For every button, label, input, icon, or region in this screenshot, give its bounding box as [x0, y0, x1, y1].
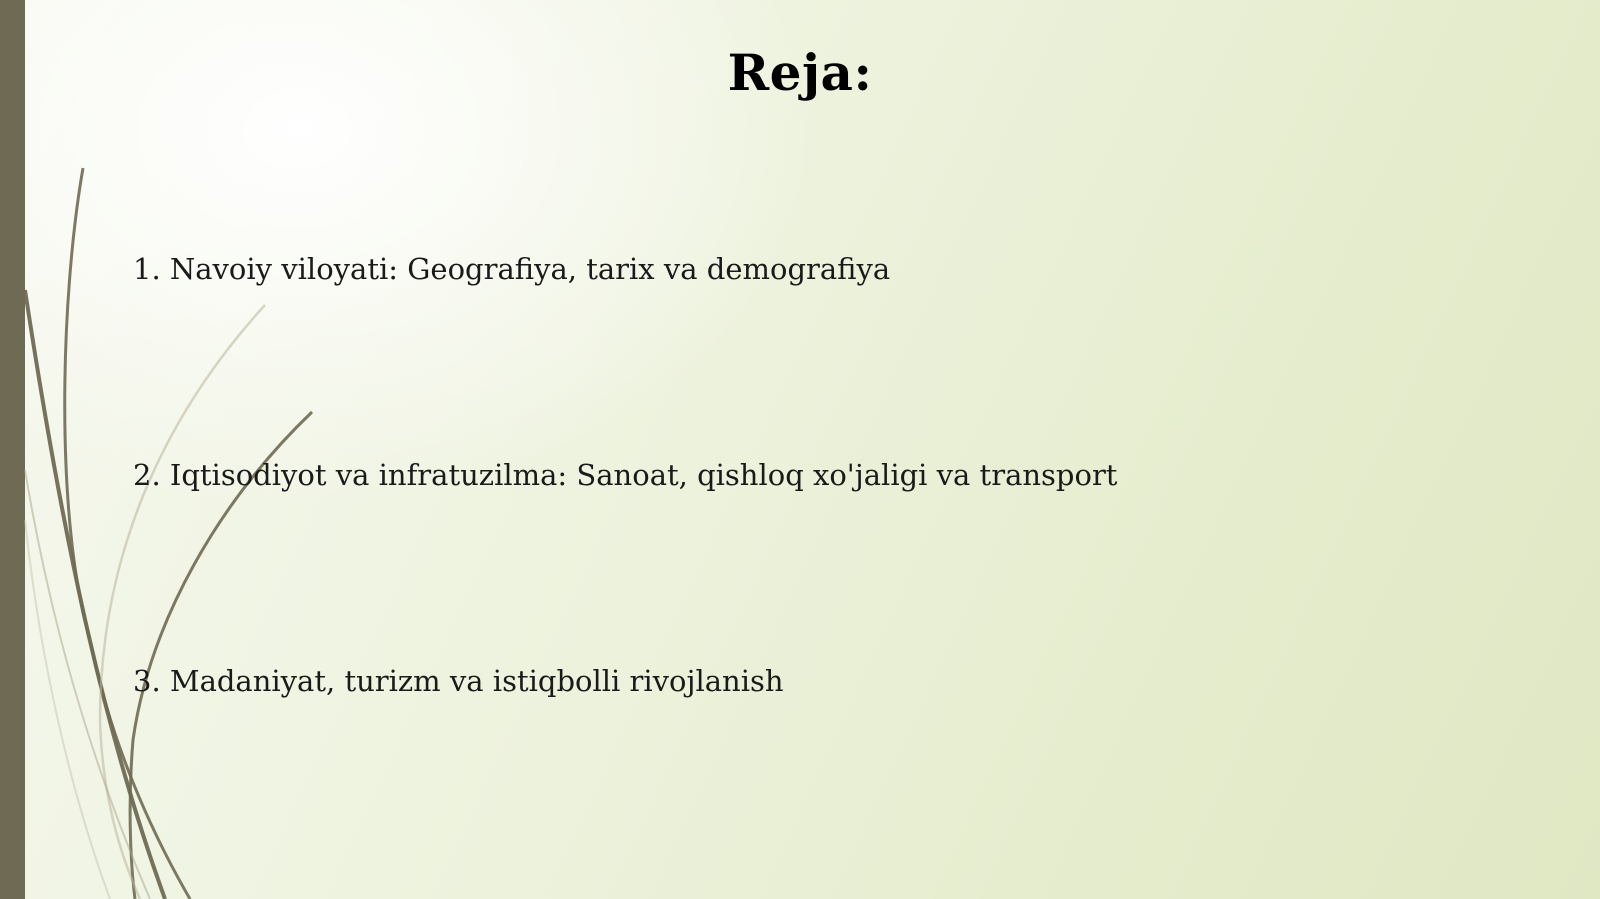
slide-title: Reja: — [727, 43, 873, 102]
agenda-item-3: 3. Madaniyat, turizm va istiqbolli rivojlanish — [133, 664, 784, 698]
agenda-item-1: 1. Navoiy viloyati: Geografiya, tarix va demografiya — [133, 252, 891, 286]
agenda-item-2: 2. Iqtisodiyot va infratuzilma: Sanoat, qishloq xo'jaligi va transport — [133, 458, 1118, 492]
grass-decoration — [0, 0, 400, 899]
